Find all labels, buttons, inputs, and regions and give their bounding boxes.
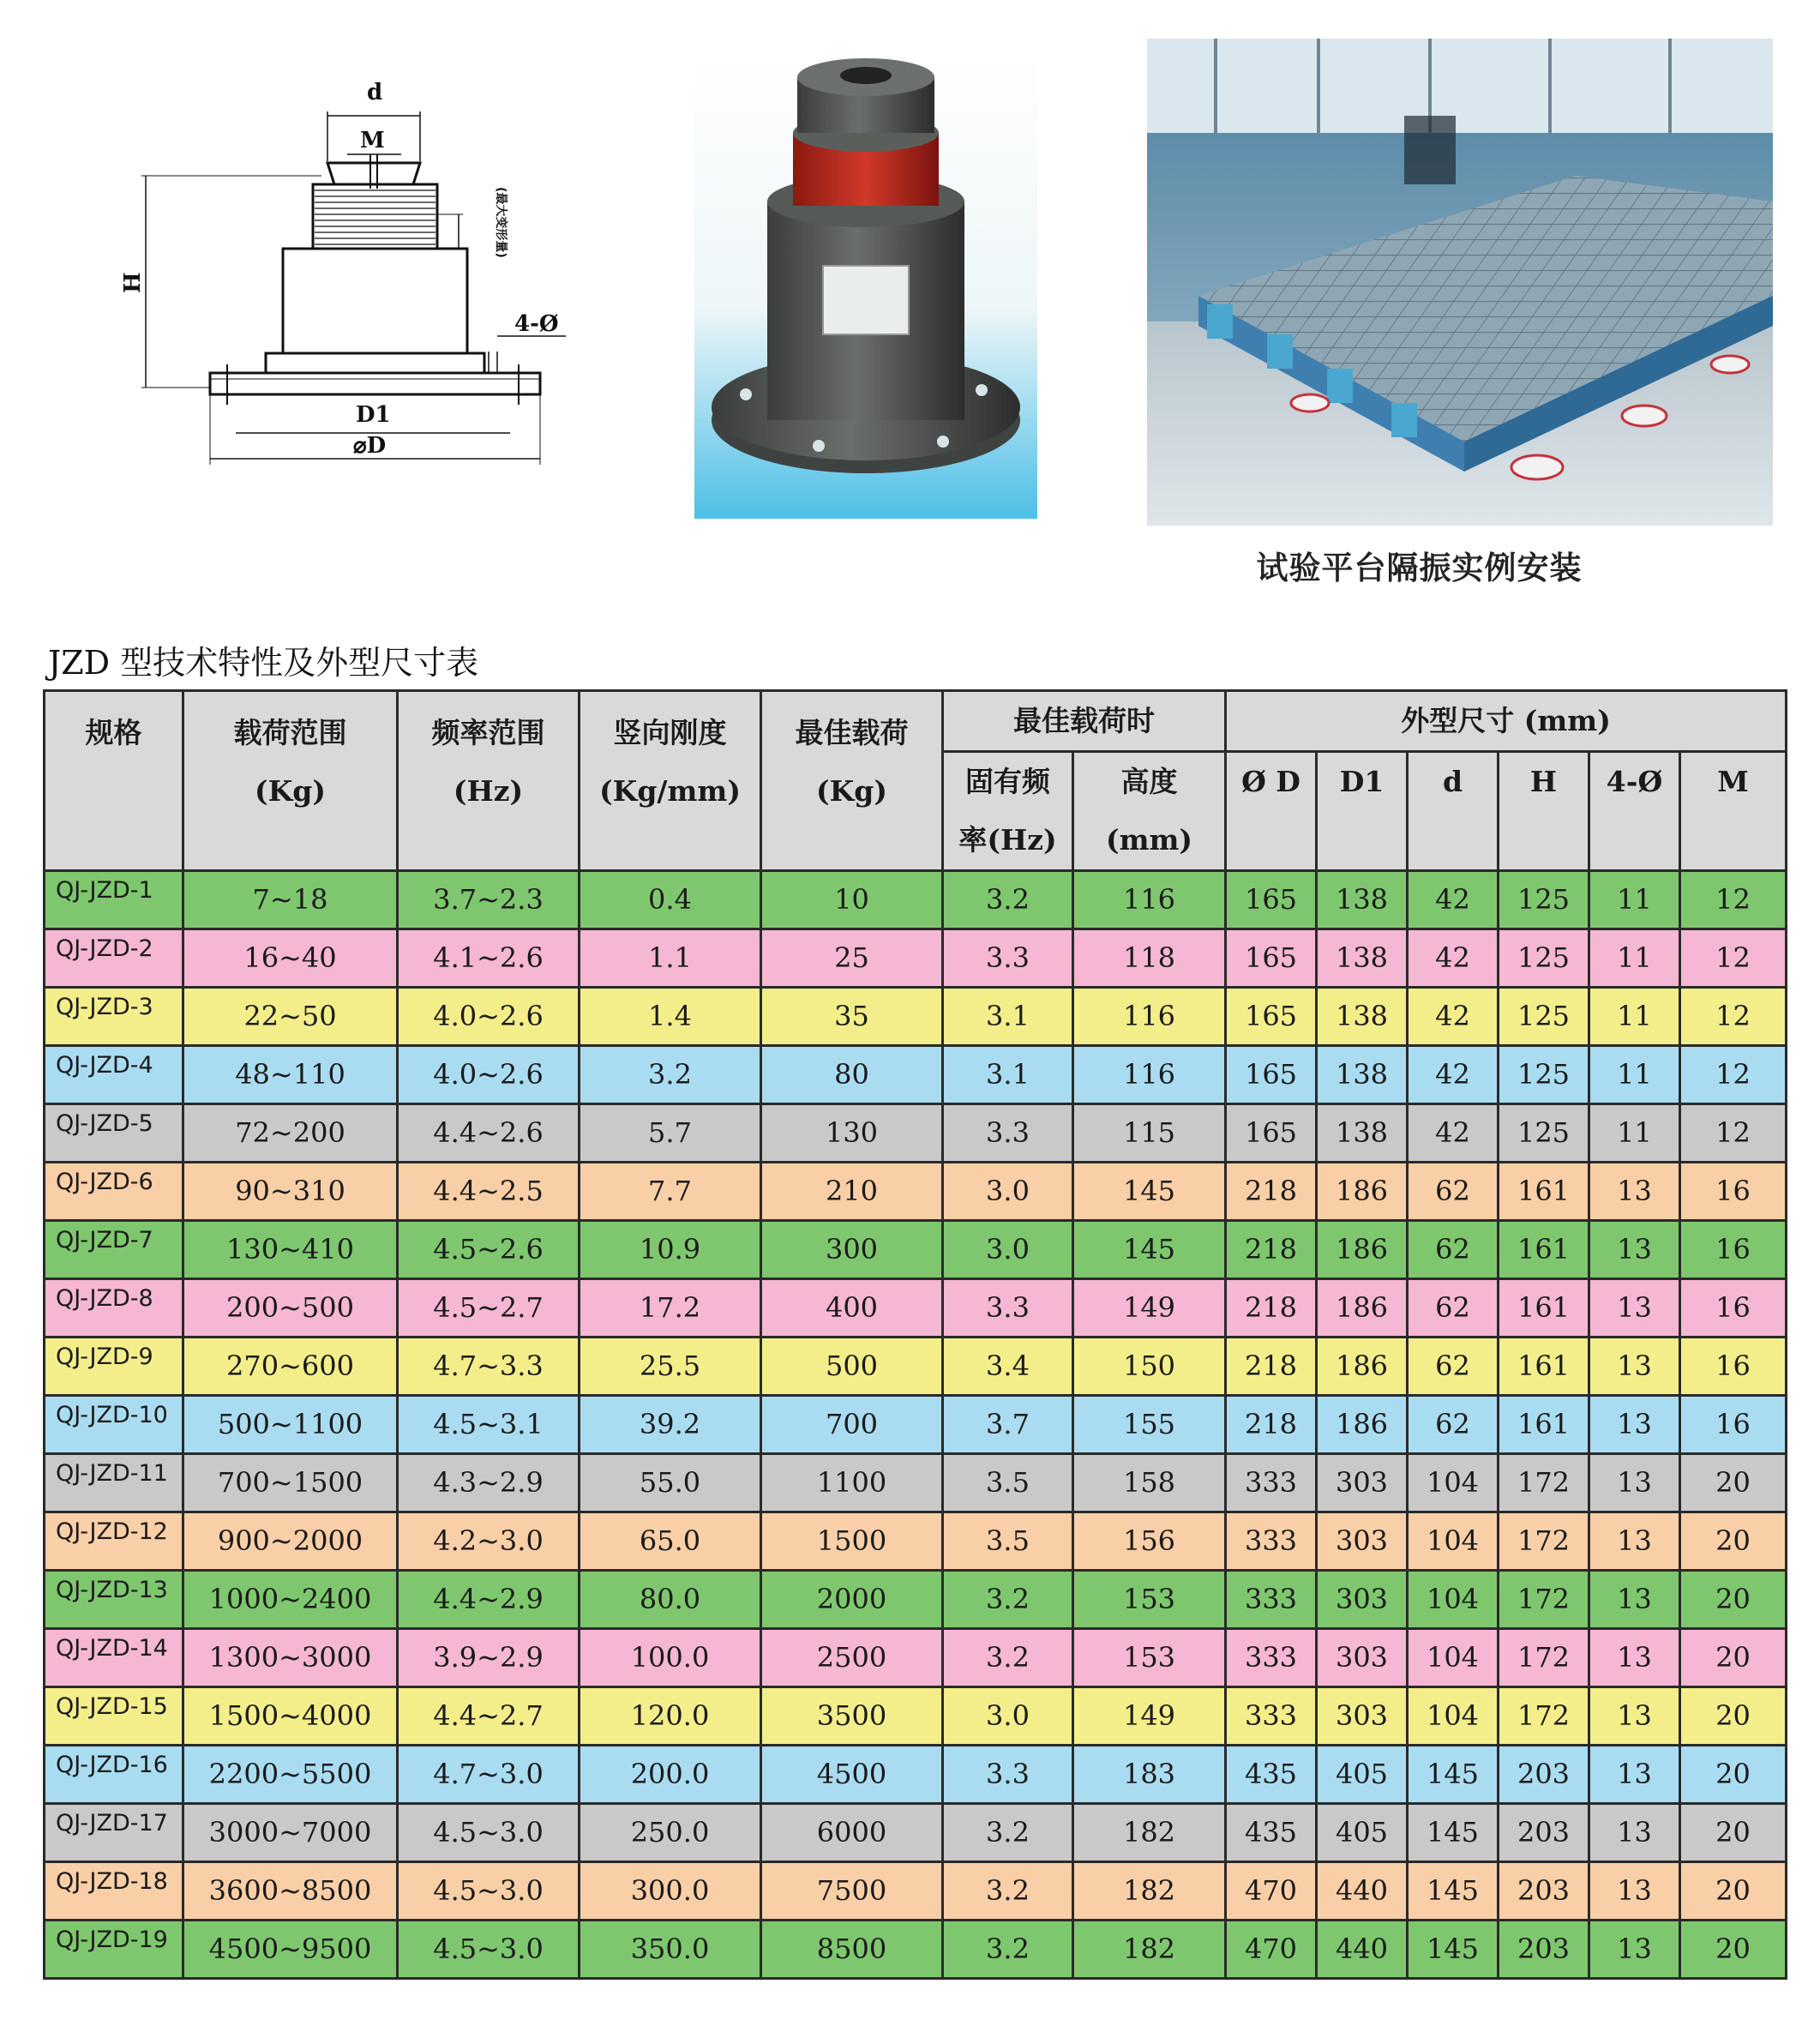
table-cell: 165 <box>1226 929 1317 988</box>
table-cell: 3.0 <box>943 1221 1073 1279</box>
table-cell: 183 <box>1073 1746 1226 1804</box>
row-model: QJ-JZD-9 <box>45 1338 183 1396</box>
row-model: QJ-JZD-12 <box>45 1512 183 1571</box>
table-cell: 115 <box>1073 1104 1226 1163</box>
table-row <box>45 1804 1787 1862</box>
table-cell: 125 <box>1499 929 1589 988</box>
header-dim-d: d <box>1408 752 1499 871</box>
table-row <box>45 1338 1787 1396</box>
table-cell: 470 <box>1226 1921 1317 1979</box>
table-cell: 165 <box>1226 1046 1317 1104</box>
header-load-range: 载荷范围 (Kg) <box>183 691 398 871</box>
table-cell: 145 <box>1408 1862 1499 1921</box>
table-cell: 210 <box>761 1163 943 1221</box>
table-row <box>45 988 1787 1046</box>
table-cell: 440 <box>1317 1862 1408 1921</box>
table-cell: 333 <box>1226 1454 1317 1512</box>
table-cell: 62 <box>1408 1163 1499 1221</box>
table-row <box>45 1746 1787 1804</box>
table-cell: 35 <box>761 988 943 1046</box>
table-cell: 405 <box>1317 1804 1408 1862</box>
isolator-schematic <box>120 69 609 480</box>
table-cell: 186 <box>1317 1279 1408 1338</box>
table-cell: 161 <box>1499 1279 1589 1338</box>
table-cell: 186 <box>1317 1396 1408 1454</box>
table-cell: 20 <box>1680 1512 1787 1571</box>
header-dim-D1: D1 <box>1317 752 1408 871</box>
header-natural-freq: 固有频 率(Hz) <box>943 752 1073 871</box>
table-cell: 145 <box>1408 1746 1499 1804</box>
table-cell: 3.2 <box>943 1804 1073 1862</box>
table-cell: 13 <box>1589 1221 1680 1279</box>
table-cell: 158 <box>1073 1454 1226 1512</box>
table-cell: 405 <box>1317 1746 1408 1804</box>
table-cell: 4.4~2.9 <box>398 1571 580 1629</box>
table-cell: 16 <box>1680 1279 1787 1338</box>
table-cell: 200.0 <box>580 1746 761 1804</box>
table-cell: 13 <box>1589 1338 1680 1396</box>
table-cell: 10 <box>761 871 943 929</box>
table-cell: 104 <box>1408 1512 1499 1571</box>
table-cell: 203 <box>1499 1921 1589 1979</box>
table-cell: 172 <box>1499 1629 1589 1687</box>
table-cell: 3000~7000 <box>183 1804 398 1862</box>
table-cell: 62 <box>1408 1338 1499 1396</box>
table-cell: 165 <box>1226 1104 1317 1163</box>
photo-caption: 试验平台隔振实例安装 <box>1256 550 1583 586</box>
table-cell: 62 <box>1408 1221 1499 1279</box>
table-cell: 333 <box>1226 1571 1317 1629</box>
table-cell: 42 <box>1408 929 1499 988</box>
table-cell: 500~1100 <box>183 1396 398 1454</box>
table-cell: 2200~5500 <box>183 1746 398 1804</box>
row-model: QJ-JZD-3 <box>45 988 183 1046</box>
table-cell: 333 <box>1226 1687 1317 1746</box>
table-cell: 4.5~3.1 <box>398 1396 580 1454</box>
table-cell: 138 <box>1317 1046 1408 1104</box>
table-cell: 172 <box>1499 1454 1589 1512</box>
table-cell: 218 <box>1226 1221 1317 1279</box>
table-cell: 138 <box>1317 1104 1408 1163</box>
table-cell: 1100 <box>761 1454 943 1512</box>
table-row <box>45 1396 1787 1454</box>
table-row <box>45 1862 1787 1921</box>
table-cell: 4.4~2.5 <box>398 1163 580 1221</box>
table-cell: 3.3 <box>943 1104 1073 1163</box>
label-hole: 4-Ø <box>514 311 559 337</box>
table-cell: 13 <box>1589 1571 1680 1629</box>
table-cell: 4.5~3.0 <box>398 1804 580 1862</box>
table-cell: 116 <box>1073 871 1226 929</box>
table-cell: 116 <box>1073 988 1226 1046</box>
table-cell: 10.9 <box>580 1221 761 1279</box>
table-cell: 104 <box>1408 1571 1499 1629</box>
table-row <box>45 1687 1787 1746</box>
table-cell: 303 <box>1317 1571 1408 1629</box>
table-cell: 3.3 <box>943 1279 1073 1338</box>
table-cell: 161 <box>1499 1338 1589 1396</box>
table-cell: 3.1 <box>943 1046 1073 1104</box>
table-cell: 153 <box>1073 1571 1226 1629</box>
table-cell: 13 <box>1589 1921 1680 1979</box>
table-cell: 13 <box>1589 1512 1680 1571</box>
row-model: QJ-JZD-7 <box>45 1221 183 1279</box>
table-cell: 4.4~2.6 <box>398 1104 580 1163</box>
row-model: QJ-JZD-15 <box>45 1687 183 1746</box>
table-cell: 12 <box>1680 1104 1787 1163</box>
table-cell: 161 <box>1499 1221 1589 1279</box>
table-cell: 130~410 <box>183 1221 398 1279</box>
table-cell: 138 <box>1317 988 1408 1046</box>
table-cell: 16 <box>1680 1221 1787 1279</box>
table-cell: 20 <box>1680 1629 1787 1687</box>
table-cell: 25 <box>761 929 943 988</box>
table-cell: 65.0 <box>580 1512 761 1571</box>
table-cell: 16 <box>1680 1338 1787 1396</box>
table-cell: 3.9~2.9 <box>398 1629 580 1687</box>
table-cell: 20 <box>1680 1454 1787 1512</box>
table-cell: 11 <box>1589 871 1680 929</box>
header-at-best-load: 最佳载荷时 <box>943 691 1226 752</box>
table-row <box>45 1571 1787 1629</box>
label-H: H <box>120 272 146 293</box>
platform-installation-photo <box>1147 39 1773 526</box>
table-cell: 104 <box>1408 1687 1499 1746</box>
table-row <box>45 1512 1787 1571</box>
table-cell: 155 <box>1073 1396 1226 1454</box>
table-row <box>45 1163 1787 1221</box>
table-cell: 153 <box>1073 1629 1226 1687</box>
table-cell: 4.7~3.3 <box>398 1338 580 1396</box>
table-cell: 165 <box>1226 871 1317 929</box>
table-cell: 13 <box>1589 1746 1680 1804</box>
table-cell: 350.0 <box>580 1921 761 1979</box>
table-cell: 8500 <box>761 1921 943 1979</box>
table-cell: 11 <box>1589 1046 1680 1104</box>
row-model: QJ-JZD-5 <box>45 1104 183 1163</box>
table-cell: 125 <box>1499 988 1589 1046</box>
header-dim-M: M <box>1680 752 1787 871</box>
row-model: QJ-JZD-14 <box>45 1629 183 1687</box>
table-cell: 104 <box>1408 1454 1499 1512</box>
table-row <box>45 1104 1787 1163</box>
table-cell: 25.5 <box>580 1338 761 1396</box>
table-cell: 20 <box>1680 1921 1787 1979</box>
table-cell: 149 <box>1073 1279 1226 1338</box>
table-cell: 55.0 <box>580 1454 761 1512</box>
table-cell: 182 <box>1073 1804 1226 1862</box>
table-cell: 333 <box>1226 1629 1317 1687</box>
table-cell: 182 <box>1073 1862 1226 1921</box>
table-cell: 11 <box>1589 1104 1680 1163</box>
table-cell: 4.5~3.0 <box>398 1921 580 1979</box>
row-model: QJ-JZD-16 <box>45 1746 183 1804</box>
table-cell: 3.2 <box>943 1571 1073 1629</box>
table-cell: 203 <box>1499 1746 1589 1804</box>
table-cell: 4.5~3.0 <box>398 1862 580 1921</box>
table-cell: 6000 <box>761 1804 943 1862</box>
table-cell: 440 <box>1317 1921 1408 1979</box>
table-cell: 80 <box>761 1046 943 1104</box>
table-cell: 1500 <box>761 1512 943 1571</box>
table-cell: 900~2000 <box>183 1512 398 1571</box>
table-cell: 4.0~2.6 <box>398 988 580 1046</box>
table-cell: 3600~8500 <box>183 1862 398 1921</box>
table-cell: 62 <box>1408 1279 1499 1338</box>
table-cell: 1300~3000 <box>183 1629 398 1687</box>
table-cell: 12 <box>1680 871 1787 929</box>
table-cell: 16 <box>1680 1396 1787 1454</box>
table-cell: 4.3~2.9 <box>398 1454 580 1512</box>
table-row <box>45 1921 1787 1979</box>
table-cell: 13 <box>1589 1804 1680 1862</box>
table-cell: 3.5 <box>943 1454 1073 1512</box>
table-cell: 200~500 <box>183 1279 398 1338</box>
label-D1: D1 <box>356 402 391 428</box>
table-cell: 2500 <box>761 1629 943 1687</box>
table-cell: 1000~2400 <box>183 1571 398 1629</box>
table-cell: 182 <box>1073 1921 1226 1979</box>
table-cell: 303 <box>1317 1687 1408 1746</box>
row-model: QJ-JZD-6 <box>45 1163 183 1221</box>
table-row <box>45 1454 1787 1512</box>
table-cell: 0.4 <box>580 871 761 929</box>
table-cell: 48~110 <box>183 1046 398 1104</box>
table-cell: 12 <box>1680 988 1787 1046</box>
table-cell: 435 <box>1226 1746 1317 1804</box>
table-cell: 145 <box>1408 1804 1499 1862</box>
product-photo <box>694 51 1037 519</box>
label-max-deformation: (最大变形量) <box>494 187 508 258</box>
table-cell: 16~40 <box>183 929 398 988</box>
table-cell: 161 <box>1499 1163 1589 1221</box>
table-cell: 104 <box>1408 1629 1499 1687</box>
table-cell: 100.0 <box>580 1629 761 1687</box>
table-row <box>45 1046 1787 1104</box>
table-cell: 125 <box>1499 871 1589 929</box>
table-cell: 120.0 <box>580 1687 761 1746</box>
table-cell: 218 <box>1226 1163 1317 1221</box>
table-cell: 218 <box>1226 1396 1317 1454</box>
header-height: 高度 (mm) <box>1073 752 1226 871</box>
table-cell: 435 <box>1226 1804 1317 1862</box>
table-cell: 4.7~3.0 <box>398 1746 580 1804</box>
table-cell: 1.1 <box>580 929 761 988</box>
table-cell: 400 <box>761 1279 943 1338</box>
table-cell: 3.3 <box>943 929 1073 988</box>
table-cell: 90~310 <box>183 1163 398 1221</box>
label-d: d <box>367 80 383 105</box>
table-cell: 186 <box>1317 1221 1408 1279</box>
table-row <box>45 929 1787 988</box>
table-cell: 138 <box>1317 871 1408 929</box>
table-cell: 13 <box>1589 1454 1680 1512</box>
table-cell: 3.7 <box>943 1396 1073 1454</box>
table-cell: 172 <box>1499 1512 1589 1571</box>
table-cell: 11 <box>1589 988 1680 1046</box>
table-cell: 116 <box>1073 1046 1226 1104</box>
table-cell: 130 <box>761 1104 943 1163</box>
table-cell: 125 <box>1499 1046 1589 1104</box>
table-cell: 138 <box>1317 929 1408 988</box>
table-cell: 250.0 <box>580 1804 761 1862</box>
table-cell: 20 <box>1680 1862 1787 1921</box>
header-dim-hole: 4-Ø <box>1589 752 1680 871</box>
table-cell: 13 <box>1589 1862 1680 1921</box>
row-model: QJ-JZD-13 <box>45 1571 183 1629</box>
table-cell: 161 <box>1499 1396 1589 1454</box>
table-cell: 303 <box>1317 1454 1408 1512</box>
table-cell: 4.1~2.6 <box>398 929 580 988</box>
table-cell: 3.0 <box>943 1163 1073 1221</box>
table-cell: 125 <box>1499 1104 1589 1163</box>
table-cell: 20 <box>1680 1687 1787 1746</box>
table-cell: 62 <box>1408 1396 1499 1454</box>
table-cell: 4500~9500 <box>183 1921 398 1979</box>
table-cell: 500 <box>761 1338 943 1396</box>
table-cell: 218 <box>1226 1338 1317 1396</box>
table-cell: 17.2 <box>580 1279 761 1338</box>
row-model: QJ-JZD-17 <box>45 1804 183 1862</box>
table-cell: 470 <box>1226 1862 1317 1921</box>
table-cell: 3.2 <box>943 1921 1073 1979</box>
table-cell: 7~18 <box>183 871 398 929</box>
table-cell: 149 <box>1073 1687 1226 1746</box>
table-cell: 3.2 <box>943 871 1073 929</box>
header-dim-H: H <box>1499 752 1589 871</box>
row-model: QJ-JZD-10 <box>45 1396 183 1454</box>
row-model: QJ-JZD-1 <box>45 871 183 929</box>
table-cell: 303 <box>1317 1629 1408 1687</box>
table-cell: 12 <box>1680 1046 1787 1104</box>
table-cell: 165 <box>1226 988 1317 1046</box>
dimension-drawing <box>120 69 609 480</box>
table-cell: 156 <box>1073 1512 1226 1571</box>
table-row <box>45 1279 1787 1338</box>
table-cell: 3.1 <box>943 988 1073 1046</box>
table-cell: 4.0~2.6 <box>398 1046 580 1104</box>
header-spec: 规格 <box>45 691 183 871</box>
table-cell: 4.4~2.7 <box>398 1687 580 1746</box>
table-cell: 172 <box>1499 1687 1589 1746</box>
table-cell: 300.0 <box>580 1862 761 1921</box>
table-cell: 172 <box>1499 1571 1589 1629</box>
table-cell: 3.7~2.3 <box>398 871 580 929</box>
table-cell: 218 <box>1226 1279 1317 1338</box>
table-cell: 42 <box>1408 1046 1499 1104</box>
table-cell: 3.5 <box>943 1512 1073 1571</box>
table-cell: 4.5~2.6 <box>398 1221 580 1279</box>
header-best-load: 最佳载荷 (Kg) <box>761 691 943 871</box>
table-cell: 7500 <box>761 1862 943 1921</box>
label-D: ⌀D <box>353 433 387 459</box>
table-row <box>45 1629 1787 1687</box>
table-cell: 13 <box>1589 1163 1680 1221</box>
table-cell: 3.2 <box>580 1046 761 1104</box>
table-cell: 186 <box>1317 1163 1408 1221</box>
table-cell: 203 <box>1499 1804 1589 1862</box>
table-cell: 1500~4000 <box>183 1687 398 1746</box>
table-cell: 2000 <box>761 1571 943 1629</box>
table-cell: 39.2 <box>580 1396 761 1454</box>
table-cell: 12 <box>1680 929 1787 988</box>
table-cell: 5.7 <box>580 1104 761 1163</box>
table-cell: 303 <box>1317 1512 1408 1571</box>
table-cell: 13 <box>1589 1629 1680 1687</box>
table-cell: 13 <box>1589 1396 1680 1454</box>
spec-table <box>43 689 1785 1980</box>
table-cell: 20 <box>1680 1746 1787 1804</box>
table-cell: 145 <box>1073 1163 1226 1221</box>
table-cell: 270~600 <box>183 1338 398 1396</box>
row-model: QJ-JZD-2 <box>45 929 183 988</box>
table-cell: 42 <box>1408 871 1499 929</box>
table-cell: 145 <box>1408 1921 1499 1979</box>
table-cell: 42 <box>1408 1104 1499 1163</box>
table-cell: 145 <box>1073 1221 1226 1279</box>
row-model: QJ-JZD-18 <box>45 1862 183 1921</box>
table-cell: 16 <box>1680 1163 1787 1221</box>
table-cell: 300 <box>761 1221 943 1279</box>
table-cell: 4500 <box>761 1746 943 1804</box>
table-cell: 3.3 <box>943 1746 1073 1804</box>
table-cell: 22~50 <box>183 988 398 1046</box>
table-cell: 3.4 <box>943 1338 1073 1396</box>
table-cell: 11 <box>1589 929 1680 988</box>
header-dim-D: Ø D <box>1226 752 1317 871</box>
table-cell: 80.0 <box>580 1571 761 1629</box>
table-cell: 118 <box>1073 929 1226 988</box>
table-title: JZD 型技术特性及外型尺寸表 <box>48 644 479 682</box>
row-model: QJ-JZD-11 <box>45 1454 183 1512</box>
table-cell: 4.2~3.0 <box>398 1512 580 1571</box>
table-cell: 20 <box>1680 1571 1787 1629</box>
table-cell: 150 <box>1073 1338 1226 1396</box>
label-M: M <box>360 128 385 153</box>
table-cell: 42 <box>1408 988 1499 1046</box>
table-cell: 3.2 <box>943 1862 1073 1921</box>
table-cell: 20 <box>1680 1804 1787 1862</box>
table-row <box>45 871 1787 929</box>
table-cell: 1.4 <box>580 988 761 1046</box>
table-cell: 700~1500 <box>183 1454 398 1512</box>
header-dimensions: 外型尺寸 (mm) <box>1226 691 1787 752</box>
table-cell: 333 <box>1226 1512 1317 1571</box>
table-cell: 3500 <box>761 1687 943 1746</box>
header-stiffness: 竖向刚度 (Kg/mm) <box>580 691 761 871</box>
table-cell: 700 <box>761 1396 943 1454</box>
row-model: QJ-JZD-4 <box>45 1046 183 1104</box>
row-model: QJ-JZD-19 <box>45 1921 183 1979</box>
table-cell: 186 <box>1317 1338 1408 1396</box>
row-model: QJ-JZD-8 <box>45 1279 183 1338</box>
table-cell: 4.5~2.7 <box>398 1279 580 1338</box>
table-cell: 13 <box>1589 1279 1680 1338</box>
table-cell: 3.0 <box>943 1687 1073 1746</box>
table-cell: 203 <box>1499 1862 1589 1921</box>
table-cell: 13 <box>1589 1687 1680 1746</box>
table-row <box>45 1221 1787 1279</box>
table-cell: 72~200 <box>183 1104 398 1163</box>
header-freq-range: 频率范围 (Hz) <box>398 691 580 871</box>
table-cell: 3.2 <box>943 1629 1073 1687</box>
table-cell: 7.7 <box>580 1163 761 1221</box>
